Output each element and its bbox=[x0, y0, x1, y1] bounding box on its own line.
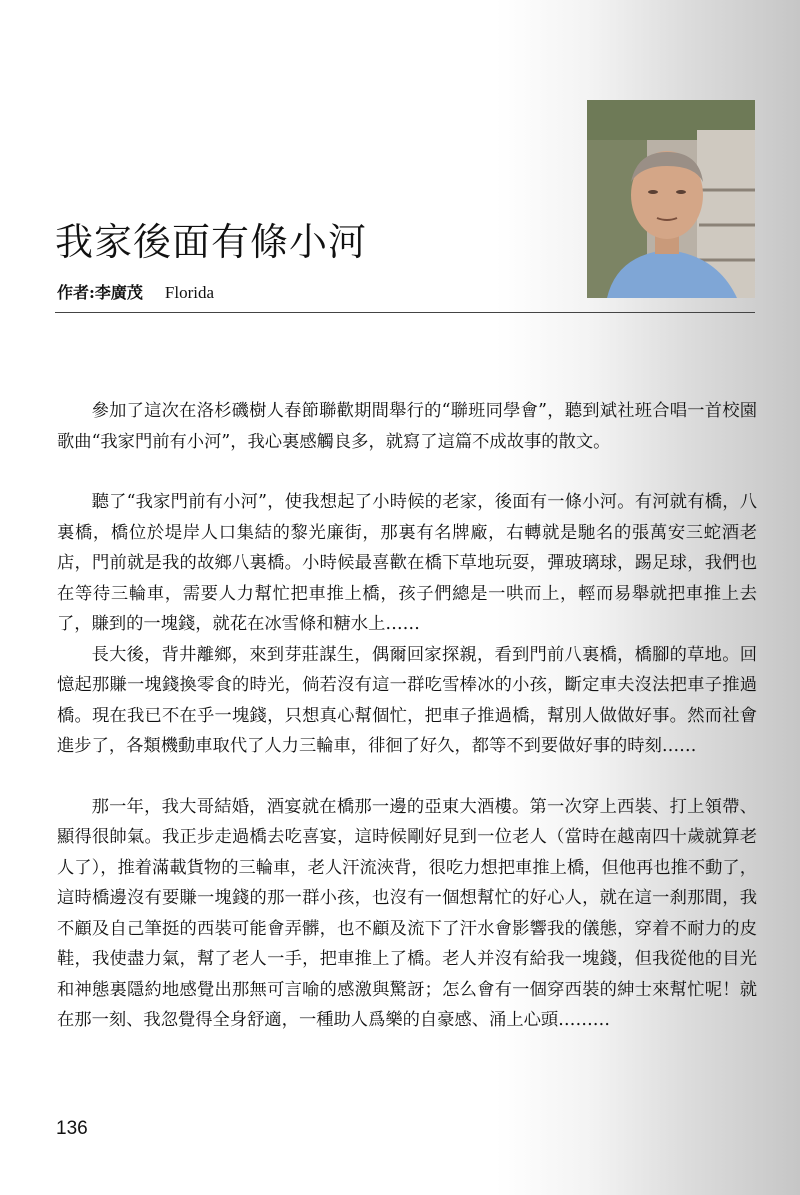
article-paragraph: 聽了“我家門前有小河”，使我想起了小時候的老家，後面有一條小河。有河就有橋，八裏橋，橋位於堤岸人口集結的黎光廉街，那裏有名牌廠，右轉就是馳名的張萬安三蛇酒老店，門前就是我的故鄉八裏橋。小時候最喜歡在橋下草地玩耍，彈玻璃球，踢足球，我們也在等待三輪車，需要人力幫忙把車推上橋，孩子們總是一哄而上，輕而易舉就把車推上去了，賺到的一塊錢，就花在冰雪條和糖水上…… bbox=[57, 492, 757, 634]
article-paragraph: 參加了這次在洛杉磯樹人春節聯歡期間舉行的“聯班同學會”，聽到斌社班合唱一首校園歌曲“我家門前有小河”，我心裏感觸良多，就寫了這篇不成故事的散文。 bbox=[57, 401, 757, 452]
title-divider bbox=[55, 312, 755, 313]
author-name: 作者:李廣茂 bbox=[57, 283, 143, 302]
author-photo bbox=[587, 100, 755, 298]
author-location: Florida bbox=[164, 283, 215, 302]
article-paragraph: 長大後，背井離鄉，來到芽莊謀生，偶爾回家探親，看到門前八裏橋，橋腳的草地。回憶起那賺一塊錢換零食的時光，倘若沒有這一群吃雪棒冰的小孩，斷定車夫沒法把車子推過橋。現在我已不在乎一塊錢，只想真心幫個忙，把車子推過橋，幫別人做做好事。然而社會進步了，各類機動車取代了人力三輪車，徘徊了好久，都等不到要做好事的時刻…… bbox=[57, 644, 757, 756]
article-title: 我家後面有條小河 bbox=[55, 220, 368, 264]
page-number: 136 bbox=[56, 1118, 88, 1139]
author-line bbox=[57, 280, 214, 303]
article-paragraph: 那一年，我大哥結婚，酒宴就在橋那一邊的亞東大酒樓。第一次穿上西裝、打上領帶、顯得很帥氣。我正步走過橋去吃喜宴，這時候剛好見到一位老人（當時在越南四十歲就算老人了），推着滿載貨物的三輪車，老人汗流浹背，很吃力想把車推上橋，但他再也推不動了，這時橋邊沒有要賺一塊錢的那一群小孩，也沒有一個想幫忙的好心人，就在這一刹那間，我不顧及自己筆挺的西裝可能會弄髒，也不顧及流下了汗水會影響我的儀態，穿着不耐力的皮鞋，我使盡力氣，幫了老人一手，把車推上了橋。老人并沒有給我一塊錢，但我從他的目光和神態裏隱約地感覺出那無可言喻的感激與驚訝；怎么會有一個穿西裝的紳士來幫忙呢！就在那一刻、我忽覺得全身舒適，一種助人爲樂的自豪感、涌上心頭……… bbox=[57, 796, 757, 1030]
article-body bbox=[57, 396, 757, 1036]
